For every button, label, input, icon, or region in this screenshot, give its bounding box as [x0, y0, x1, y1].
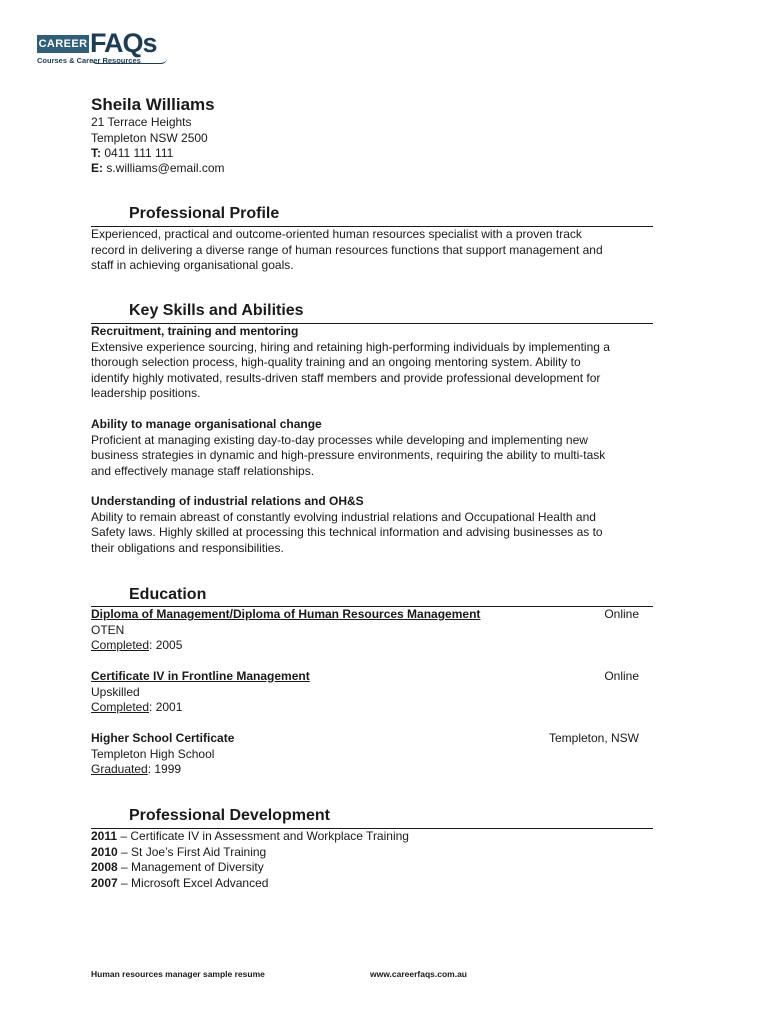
education-title: Higher School Certificate [91, 731, 235, 745]
education-institution: Upskilled [91, 684, 140, 699]
development-text: – Certificate IV in Assessment and Workplace Training [117, 829, 409, 843]
skill-line: thorough selection process, high-quality training and an ongoing mentoring system. Ability to [91, 355, 581, 369]
profile-line: staff in achieving organisational goals. [91, 258, 294, 272]
education-date: : 1999 [147, 762, 182, 776]
education-date: : 2005 [149, 638, 183, 652]
email-address: s.williams@email.com [106, 161, 225, 175]
education-date: : 2001 [149, 700, 183, 714]
candidate-name: Sheila Williams [91, 95, 215, 114]
education-location: Online [604, 607, 639, 621]
development-year: 2008 [91, 860, 118, 874]
development-year: 2007 [91, 875, 118, 890]
development-text: – St Joe’s First Aid Training [117, 844, 267, 859]
education-date-line [91, 700, 639, 716]
education-location: Templeton, NSW [548, 731, 639, 745]
profile-text [91, 227, 653, 274]
skill-title: Ability to manage organisational change [91, 417, 322, 431]
skill-block [91, 494, 653, 556]
education-institution: Templeton High School [91, 746, 215, 761]
profile-heading: Professional Profile [129, 205, 280, 222]
skill-title: Understanding of industrial relations and OH&S [91, 494, 364, 508]
skill-title: Recruitment, training and mentoring [91, 324, 299, 338]
footer-title: Human resources manager sample resume [91, 969, 265, 979]
skill-block [91, 417, 653, 479]
development-text: – Microsoft Excel Advanced [117, 875, 269, 890]
phone-number: 0411 111 111 [104, 146, 174, 160]
development-item [91, 860, 653, 876]
education-entry [91, 731, 639, 778]
education-date-label: Completed [91, 700, 150, 714]
education-title: Diploma of Management/Diploma of Human Resources Management [91, 607, 481, 621]
logo-wordmark: FAQs [90, 28, 157, 58]
skill-line: Proficient at managing existing day-to-day processes while developing and implementing new [91, 432, 588, 447]
profile-line: Experienced, practical and outcome-oriented human resources specialist with a proven track [91, 227, 582, 241]
address-line-2: Templeton NSW 2500 [91, 131, 208, 145]
skill-line: their obligations and responsibilities. [91, 540, 284, 555]
footer-website: www.careerfaqs.com.au [370, 969, 468, 979]
skill-line: business strategies in dynamic and high-pressure environments, requiring the ability to multi-task [91, 448, 606, 462]
education-date-label: Completed [91, 638, 150, 652]
development-year: 2010 [91, 844, 118, 859]
phone-line [91, 146, 173, 161]
skill-block [91, 324, 653, 402]
logo-tagline: Courses & Career Resources [37, 56, 141, 65]
education-entry [91, 607, 639, 654]
development-item [91, 876, 653, 892]
education-title: Certificate IV in Frontline Management [91, 669, 310, 683]
education-date-line [91, 638, 639, 654]
education-heading: Education [129, 586, 207, 603]
education-date-line [91, 762, 639, 778]
skill-line: and effectively manage staff relationships. [91, 463, 315, 478]
development-heading: Professional Development [129, 807, 330, 824]
email-label: E: [91, 161, 103, 175]
phone-label: T: [91, 146, 101, 160]
development-year: 2011 [91, 829, 118, 843]
development-item [91, 829, 653, 845]
skill-line: Extensive experience sourcing, hiring and retaining high-performing individuals by implementing a [91, 339, 610, 354]
development-item [91, 845, 653, 861]
email-line [91, 161, 225, 176]
education-entry [91, 669, 639, 716]
profile-line: record in delivering a diverse range of human resources functions that support management and [91, 242, 603, 257]
logo-box: CAREER [37, 35, 89, 53]
skill-line: identify highly motivated, results-driven staff members and provide professional development for [91, 370, 601, 385]
skill-line: Safety laws. Highly skilled at processing this technical information and advising businesses as to [91, 525, 603, 539]
education-location: Online [604, 669, 639, 683]
education-date-label: Graduated [91, 762, 148, 776]
address-line-1: 21 Terrace Heights [91, 115, 192, 129]
skill-line: Ability to remain abreast of constantly evolving industrial relations and Occupational Health and [91, 509, 596, 524]
education-institution: OTEN [91, 622, 125, 637]
careerfaqs-logo [37, 28, 177, 69]
development-text: – Management of Diversity [117, 860, 264, 874]
skills-heading: Key Skills and Abilities [129, 302, 304, 319]
skill-line: leadership positions. [91, 386, 201, 400]
development-list [91, 829, 653, 891]
